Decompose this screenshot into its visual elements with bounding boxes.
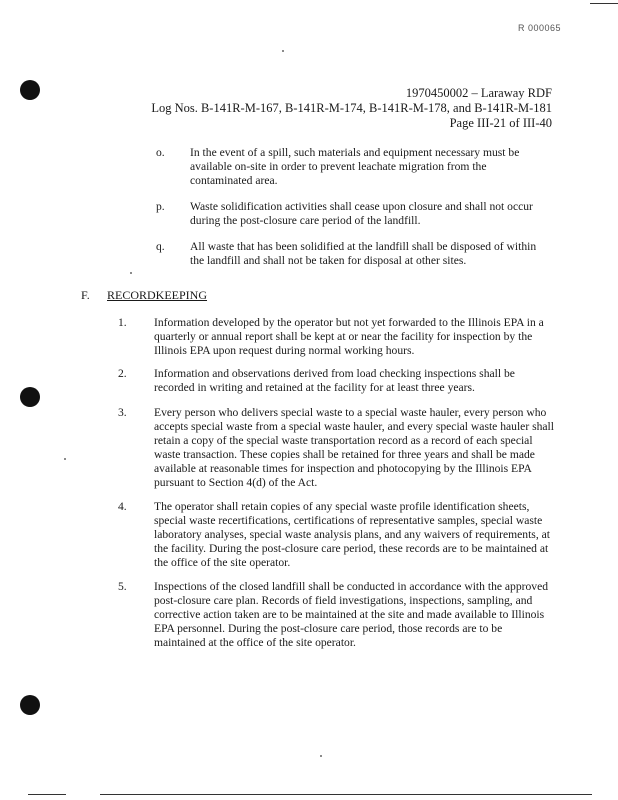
bates-stamp: R 000065 xyxy=(518,23,562,33)
page-number: Page III-21 of III-40 xyxy=(449,116,552,130)
binder-hole-icon xyxy=(20,80,40,100)
scan-speck xyxy=(64,458,66,460)
binder-hole-icon xyxy=(20,387,40,407)
item-text-4: The operator shall retain copies of any special waste profile identification sheets, special waste recertifications, certifications of representative samples, special waste laboratory analyses, special waste analysis plans, and any waivers of requirements, at the facility. During the post-closure care period, these records are to be maintained at the office of the site operator. xyxy=(154,500,550,570)
item-number-5: 5. xyxy=(118,580,127,593)
item-text-o: In the event of a spill, such materials and equipment necessary must be available on-site in order to prevent leachate migration from the contaminated area. xyxy=(190,146,520,188)
bottom-rule xyxy=(28,794,66,795)
scan-speck xyxy=(130,272,132,274)
section-title-text: RECORDKEEPING xyxy=(107,288,208,302)
item-number-4: 4. xyxy=(118,500,127,513)
log-numbers: Log Nos. B-141R-M-167, B-141R-M-174, B-141R-M-178, and B-141R-M-181 xyxy=(151,101,552,115)
item-letter-p: p. xyxy=(156,200,165,213)
corner-mark xyxy=(590,3,618,4)
item-text-5: Inspections of the closed landfill shall be conducted in accordance with the approved post-closure care plan. Records of field investigations, inspections, sampling, and corrective action taken are to be maintained at the site and made available to Illinois EPA personnel. During the post-closure care period, those records are to be maintained at the office of the site operator. xyxy=(154,580,549,650)
permit-id: 1970450002 – Laraway RDF xyxy=(405,86,552,100)
item-number-2: 2. xyxy=(118,367,127,380)
section-title xyxy=(107,288,207,303)
scan-speck xyxy=(282,50,284,52)
item-text-1: Information developed by the operator but not yet forwarded to the Illinois EPA in a quarterly or annual report shall be kept at or near the facility for inspection by the Illinois EPA upon request during normal working hours. xyxy=(154,316,544,358)
item-number-3: 3. xyxy=(118,406,127,419)
item-text-p: Waste solidification activities shall cease upon closure and shall not occur during the post-closure care period of the landfill. xyxy=(190,200,533,228)
scan-speck xyxy=(320,755,322,757)
binder-hole-icon xyxy=(20,695,40,715)
section-letter: F. xyxy=(81,288,90,302)
bottom-rule xyxy=(100,794,592,795)
item-text-2: Information and observations derived from load checking inspections shall be recorded in writing and retained at the facility for at least three years. xyxy=(154,367,515,395)
item-text-q: All waste that has been solidified at the landfill shall be disposed of within the landfill and shall not be taken for disposal at other sites. xyxy=(190,240,537,268)
item-letter-o: o. xyxy=(156,146,165,159)
item-letter-q: q. xyxy=(156,240,165,253)
item-text-3: Every person who delivers special waste to a special waste hauler, every person who accepts special waste from a special waste hauler, and every special waste hauler shall retain a copy of the special waste transportation record as a record of each special waste transaction. These copies shall be retained for three years and shall be made available at reasonable times for inspection and photocopying by the Illinois EPA pursuant to Section 4(d) of the Act. xyxy=(154,406,554,490)
item-number-1: 1. xyxy=(118,316,127,329)
